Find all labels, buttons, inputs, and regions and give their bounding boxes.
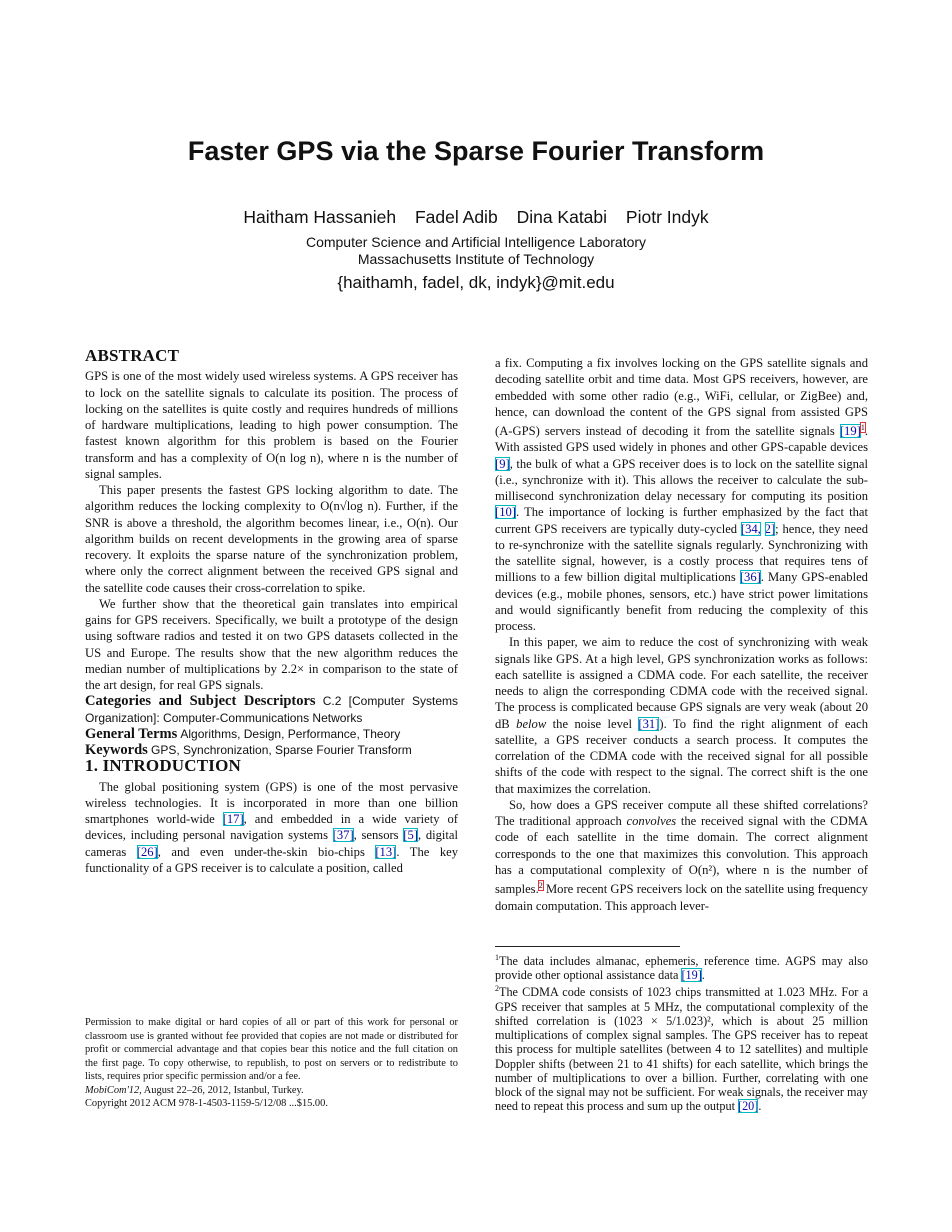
right-column bbox=[495, 355, 868, 914]
citation-link[interactable]: [13] bbox=[375, 844, 397, 859]
abstract-paragraph: GPS is one of the most widely used wireless systems. A GPS receiver has to lock on the satellite signals to calculate its position. The process of locking on the satellites is quite costly and requires hundreds of millions of hardware multiplications, leading to high power consumption. The fastest known algorithm for this problem is based on the Fourier transform and has a complexity of O(n log n), where n is the number of signal samples. bbox=[85, 369, 458, 481]
text-run: , sensors bbox=[353, 828, 404, 843]
categories-heading: Categories and Subject Descriptors bbox=[85, 693, 316, 710]
citation-link[interactable]: [10] bbox=[495, 505, 516, 520]
general-terms-heading: General Terms bbox=[85, 725, 178, 742]
footnote-item bbox=[495, 982, 868, 1113]
citation-link[interactable]: [37] bbox=[332, 828, 354, 843]
text-run: , and embedded in a wide variety of devices, including personal navigation systems bbox=[85, 812, 458, 843]
text-run: In this paper, we aim to reduce the cost of synchronizing with weak signals like GPS. At a high level, GPS synchronization works as follows: each satellite is assigned a CDMA code. For each satellite, the receiver needs to align the corresponding CDMA code with the received signal. The process is complicated because GPS signals are very weak (about 20 dB bbox=[495, 635, 868, 731]
citation-link[interactable]: 2] bbox=[764, 521, 776, 536]
text-run: , digital cameras bbox=[85, 828, 458, 859]
keywords-heading: Keywords bbox=[85, 742, 148, 758]
paper-title: Faster GPS via the Sparse Fourier Transform bbox=[187, 136, 765, 166]
body-paragraph bbox=[495, 797, 868, 914]
affiliation bbox=[0, 234, 952, 268]
text-run: a fix. Computing a fix involves locking on the GPS satellite signals and decoding satellite orbit and time data. Most GPS receivers, however, are embedded with some other radio (e.g., WiFi, cellular, or ZigBee) and, hence, can download the content of the GPS signal from assisted GPS (A-GPS) servers instead of decoding it from the satellite signals bbox=[495, 356, 868, 439]
citation-link[interactable]: [19] bbox=[681, 968, 702, 983]
text-run: The CDMA code consists of 1023 chips transmitted at 1.023 MHz. For a GPS receiver that samples at 5 MHz, the computational complexity of the shifted correlation is (1023 × 5/1.023)², which is about 25 million multiplications of complex signal samples. The GPS receiver has to repeat this process for multiple satellites (between 4 to 12 satellites) and multiple Doppler shifts (between 21 to 41 shifts) for each satellite, which brings the number of multiplications to over a billion. Further, correlating with one block of the signal may not be sufficient. For weak signals, the receiver may need to repeat this process and sum up the output bbox=[495, 985, 868, 1114]
text-run: The data includes almanac, ephemeris, reference time. AGPS may also provide other optional assistance data bbox=[495, 954, 868, 983]
citation-link[interactable]: [26] bbox=[136, 844, 158, 859]
text-run: . Many GPS-enabled devices (e.g., mobile phones, sensors, etc.) have strict power limitations and would significantly benefit from reducing the complexity of this process. bbox=[495, 570, 868, 634]
citation-link[interactable]: [31] bbox=[638, 716, 660, 731]
venue-name: MobiCom'12, bbox=[85, 1084, 142, 1096]
text-run: . The importance of locking is further emphasized by the fact that current GPS receivers are typically duty-cycled bbox=[495, 505, 868, 536]
emphasis: convolves bbox=[626, 814, 677, 829]
abstract-paragraph: We further show that the theoretical gain translates into empirical gains for GPS receivers. Specifically, we built a prototype of the design using software radios and tested it on two GPS datasets collected in the US and Europe. The results show that the new algorithm reduces the median number of multiplications by 2.2× in comparison to the state of the art design, for real GPS signals. bbox=[85, 596, 458, 692]
citation-link[interactable]: [36] bbox=[739, 570, 761, 585]
body-paragraph bbox=[495, 634, 868, 797]
author-name: Fadel Adib bbox=[414, 207, 498, 227]
citation-link[interactable]: [19] bbox=[839, 424, 861, 439]
text-run: . The key functionality of a GPS receiver is to calculate a position, called bbox=[85, 844, 459, 875]
text-run: . bbox=[758, 1099, 762, 1114]
citation-link[interactable]: [34, bbox=[740, 521, 761, 536]
text-run: the received signal with the CDMA code of each satellite in the time domain. The correct alignment corresponds to the one that maximizes this convolution. This approach has a computational complexity of O(n²), where n is the number of samples. bbox=[495, 814, 868, 897]
author-name: Piotr Indyk bbox=[625, 207, 709, 227]
affiliation-line: Massachusetts Institute of Technology bbox=[357, 251, 595, 267]
text-run: ; hence, they need to re-synchronize with the satellite signals regularly. Synchronizing with the satellite signal, however, is a costly process that requires tens of millions to a few billion digital multiplications bbox=[495, 521, 869, 585]
categories-body: C.2 [Computer Systems Organization]: Computer-Communications Networks bbox=[85, 694, 459, 725]
author-name: Dina Katabi bbox=[516, 207, 608, 227]
text-run: So, how does a GPS receiver compute all these shifted correlations? The traditional approach bbox=[495, 797, 868, 829]
citation-link[interactable]: [17] bbox=[222, 812, 244, 826]
footnote-number: 1 bbox=[495, 953, 499, 962]
abstract-paragraph: This paper presents the fastest GPS locking algorithm to date. The algorithm reduces the locking complexity to O(n√log n). Further, if the SNR is above a threshold, the algorithm becomes linear, i.e., O(n). Our algorithm builds on recent developments in the growing area of sparse recovery. It exploits the sparse nature of the synchronization problem, where only the correct alignment between the received GPS signal and the satellite code causes their cross-correlation to spike. bbox=[85, 483, 458, 595]
venue-details: August 22–26, 2012, Istanbul, Turkey. bbox=[141, 1084, 304, 1096]
intro-paragraph bbox=[85, 779, 458, 877]
body-paragraph bbox=[495, 355, 868, 634]
author-name: Haitham Hassanieh bbox=[243, 207, 397, 227]
author-list bbox=[0, 207, 952, 228]
introduction-heading: 1. INTRODUCTION bbox=[85, 756, 242, 776]
footnote-item bbox=[495, 951, 868, 982]
author-email: {haithamh, fadel, dk, indyk}@mit.edu bbox=[337, 273, 615, 292]
emphasis: below bbox=[516, 716, 547, 731]
citation-link[interactable]: [9] bbox=[495, 456, 510, 471]
citation-link[interactable]: [5] bbox=[403, 828, 418, 843]
text-run: The global positioning system (GPS) is one of the most pervasive wireless technologies. It is incorporated in more than one billion smartphones world-wide bbox=[85, 779, 458, 826]
text-run: More recent GPS receivers lock on the satellite using frequency domain computation. This approach lever- bbox=[495, 882, 868, 913]
text-run: , the bulk of what a GPS receiver does is to lock on the satellite signal (i.e., synchronize with it). This allows the receiver to calculate the sub-millisecond synchronization delay necessary for computing its position bbox=[495, 456, 868, 504]
copyright-line: Copyright 2012 ACM 978-1-4503-1159-5/12/08 ...$15.00. bbox=[85, 1098, 328, 1109]
footnotes bbox=[495, 946, 868, 1113]
footnote-marker[interactable]: 1 bbox=[860, 423, 865, 432]
keywords-body: GPS, Synchronization, Sparse Fourier Transform bbox=[151, 743, 412, 757]
text-run: . bbox=[701, 968, 705, 983]
footnote-rule bbox=[495, 946, 680, 947]
permission-text: Permission to make digital or hard copies of all or part of this work for personal or classroom use is granted without fee provided that copies are not made or distributed for profit or commercial advantage and that copies bear this notice and the full citation on the first page. To copy otherwise, to republish, to post on servers or to redistribute to lists, requires prior specific permission and/or a fee. bbox=[85, 1017, 458, 1082]
categories-section bbox=[85, 693, 458, 726]
text-run: . With assisted GPS used widely in phones and other GPS-capable devices bbox=[495, 424, 868, 455]
permission-notice bbox=[85, 1016, 458, 1111]
text-run: , and even under-the-skin bio-chips bbox=[157, 844, 376, 859]
citation-link[interactable]: [20] bbox=[738, 1099, 759, 1114]
affiliation-line: Computer Science and Artificial Intelligence Laboratory bbox=[305, 234, 647, 250]
general-terms-body: Algorithms, Design, Performance, Theory bbox=[180, 726, 401, 741]
abstract-heading: ABSTRACT bbox=[85, 346, 180, 365]
text-run: the noise level bbox=[546, 716, 639, 731]
left-column bbox=[85, 348, 458, 876]
footnote-marker[interactable]: 2 bbox=[538, 881, 543, 891]
venue-line bbox=[85, 1084, 458, 1098]
footnote-number: 2 bbox=[495, 984, 499, 994]
general-terms-section bbox=[85, 726, 458, 742]
text-run: ). To find the right alignment of each satellite, a GPS receiver conducts a search process. It computes the correlation of the CDMA code with the received signal for all possible shifts of the code with respect to the signal. The correct shift is the one that maximizes the correlation. bbox=[495, 716, 868, 796]
